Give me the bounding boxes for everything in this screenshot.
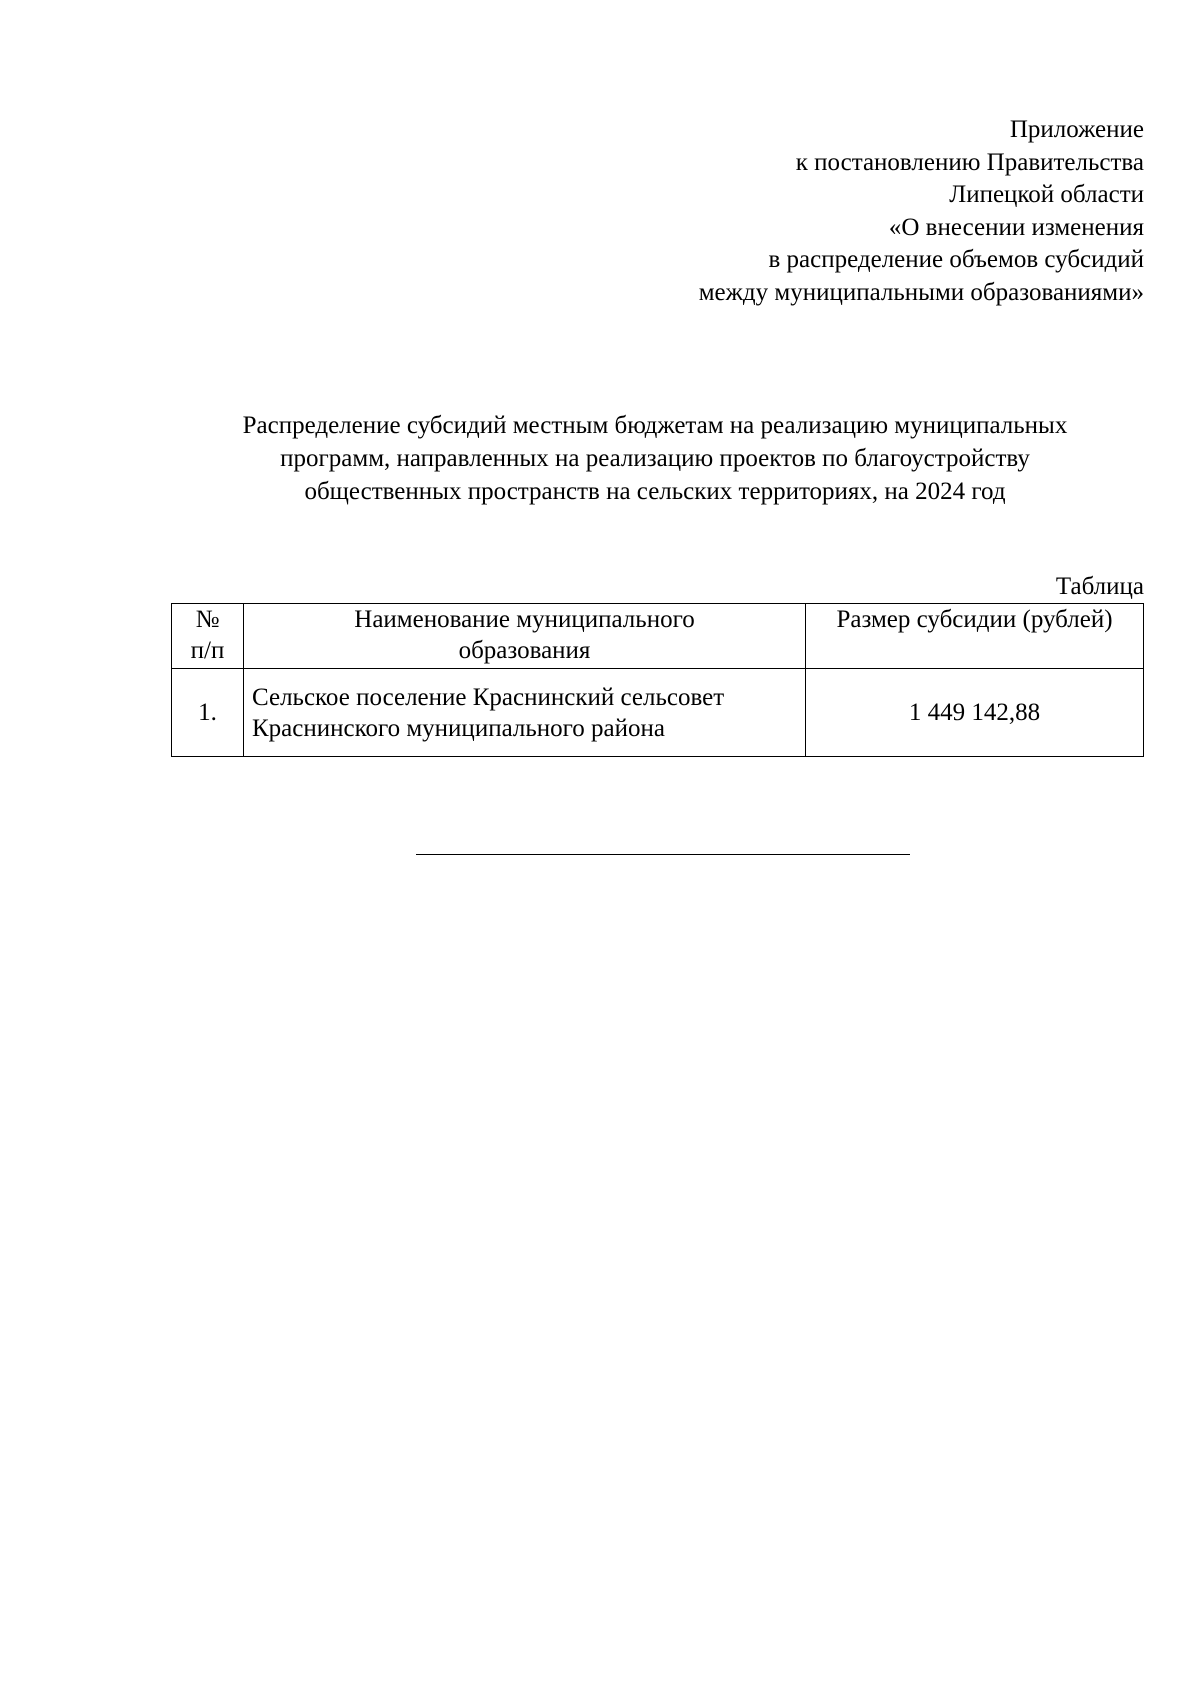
cell-name-line2: Краснинского муниципального района (252, 714, 665, 742)
header-name-line2: образования (458, 637, 591, 664)
table-caption: Таблица (1055, 573, 1144, 600)
document-title (160, 409, 1150, 508)
cell-amount: 1 449 142,88 (806, 669, 1144, 757)
header-num-line2: п/п (190, 637, 225, 664)
cell-name (244, 669, 806, 757)
title-line: программ, направленных на реализацию проектов по благоустройству (280, 445, 1030, 472)
approval-line: между муниципальными образованиями» (698, 278, 1144, 306)
table-header-row (172, 604, 1144, 669)
approval-line: Липецкой области (949, 181, 1144, 208)
header-num-line1: № (195, 606, 220, 633)
header-num (172, 604, 244, 669)
closing-rule (416, 854, 910, 855)
approval-line: Приложение (1009, 116, 1144, 143)
subsidy-table (171, 603, 1144, 757)
approval-line: к постановлению Правительства (795, 148, 1144, 176)
cell-num: 1. (172, 669, 244, 757)
header-name (244, 604, 806, 669)
title-line: общественных пространств на сельских территориях, на 2024 год (304, 478, 1006, 505)
cell-name-line1: Сельское поселение Краснинский сельсовет (252, 683, 725, 711)
title-line: Распределение субсидий местным бюджетам на реализацию муниципальных (242, 412, 1068, 439)
table-row (172, 669, 1144, 757)
approval-line: «О внесении изменения (888, 213, 1144, 241)
header-amount: Размер субсидии (рублей) (806, 604, 1144, 669)
approval-block (584, 114, 1144, 309)
header-name-line1: Наименование муниципального (354, 606, 695, 633)
approval-line: в распределение объемов субсидий (768, 246, 1144, 273)
